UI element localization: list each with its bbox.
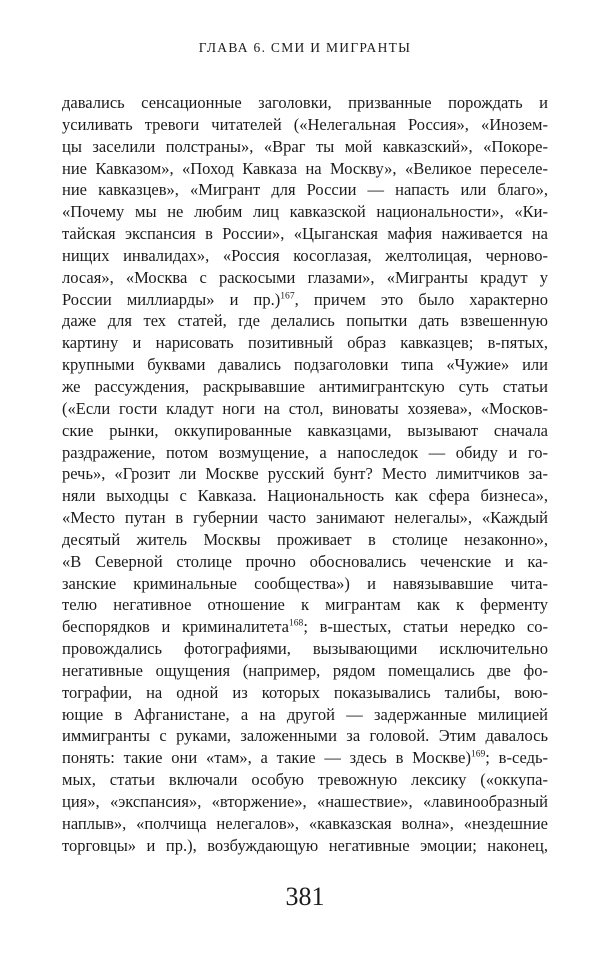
text-line: усиливать тревоги читателей («Нелегальная Россия», «Инозем-: [62, 114, 548, 134]
text-line: цы заселили полстраны», «Враг ты мой кавказский», «Покоре-: [62, 136, 548, 156]
text-line: давались сенсационные заголовки, призванные порождать и: [62, 93, 548, 112]
text-line: иммигранты с руками, заложенными за головой. Этим давалось: [62, 726, 548, 746]
text-line: беспорядков и криминалитета$^{168}$; в-шестых, статьи нередко со-: [62, 617, 548, 637]
footnote-marker: 168: [288, 617, 304, 629]
text-line: негативные ощущения (например, рядом помещались две фо-: [62, 660, 548, 680]
text-line: няли выходцы с Кавказа. Национальность как сфера бизнеса»,: [62, 486, 548, 506]
body-text: [62, 92, 548, 857]
text-line: нищих инвалидах», «Россия косоглазая, желтолицая, черново-: [62, 245, 548, 265]
page-number: 381: [285, 882, 325, 911]
text-line: («Если гости кладут ноги на стол, виноваты хозяева», «Москов-: [62, 398, 548, 418]
text-line: торговцы» и пр.), возбуждающую негативные эмоции; наконец,: [62, 835, 548, 855]
text-line: ние Кавказом», «Поход Кавказа на Москву», «Великое переселе-: [62, 158, 548, 178]
text-line: десятый житель Москвы проживает в столице незаконно»,: [62, 529, 548, 549]
text-line: «Почему мы не любим лиц кавказской национальности», «Ки-: [62, 202, 548, 222]
text-line: мых, статьи включали особую тревожную лексику («оккупа-: [62, 770, 548, 790]
text-line: России миллиарды» и пр.)$^{167}$, причем это было характерно: [62, 289, 549, 309]
text-line: наплыв», «полчища нелегалов», «кавказская волна», «нездешние: [62, 813, 548, 833]
text-line: раздражение, потом возмущение, а напоследок — обиду и го-: [62, 442, 548, 462]
running-header: ГЛАВА 6. СМИ И МИГРАНТЫ: [198, 40, 412, 55]
text-line: тайская экспансия в России», «Цыганская мафия наживается на: [62, 224, 548, 244]
text-line: занские криминальные сообщества») и навязывавшие чита-: [62, 573, 548, 593]
text-line: даже для тех статей, где делались попытки дать взвешенную: [62, 311, 548, 331]
footnote-marker: 167: [280, 290, 295, 302]
text-line: тографии, на одной из которых показывались талибы, вою-: [62, 682, 548, 702]
text-line: речь», «Грозит ли Москве русский бунт? Место лимитчиков за-: [62, 464, 548, 484]
text-line: ющие в Афганистане, а на другой — задержанные милицией: [62, 704, 548, 724]
text-line: ние кавказцев», «Мигрант для России — напасть или благо»,: [62, 180, 548, 200]
text-line: ские рынки, оккупированные кавказцами, вызывают сначала: [62, 420, 548, 440]
text-line: ция», «экспансия», «вторжение», «нашествие», «лавинообразный: [62, 792, 548, 811]
footnote-marker: 169: [470, 748, 486, 760]
text-line: понять: такие они «там», а такие — здесь в Москве)$^{169}$; в-седь-: [62, 748, 548, 768]
text-line: же рассуждения, раскрывавшие антимигрантскую суть статьи: [62, 376, 548, 396]
text-line: лосая», «Москва с раскосыми глазами», «Мигранты крадут у: [62, 267, 548, 287]
text-line: «В Северной столице прочно обосновались чеченские и ка-: [62, 551, 548, 571]
text-line: картину и нарисовать позитивный образ кавказцев; в-пятых,: [62, 333, 548, 353]
text-line: «Место путан в губернии часто занимают нелегалы», «Каждый: [62, 508, 548, 528]
text-line: телю негативное отношение к мигрантам как к ферменту: [62, 595, 548, 615]
text-line: крупными буквами давались подзаголовки типа «Чужие» или: [62, 355, 548, 375]
text-line: провождались фотографиями, вызывающими исключительно: [62, 639, 548, 659]
